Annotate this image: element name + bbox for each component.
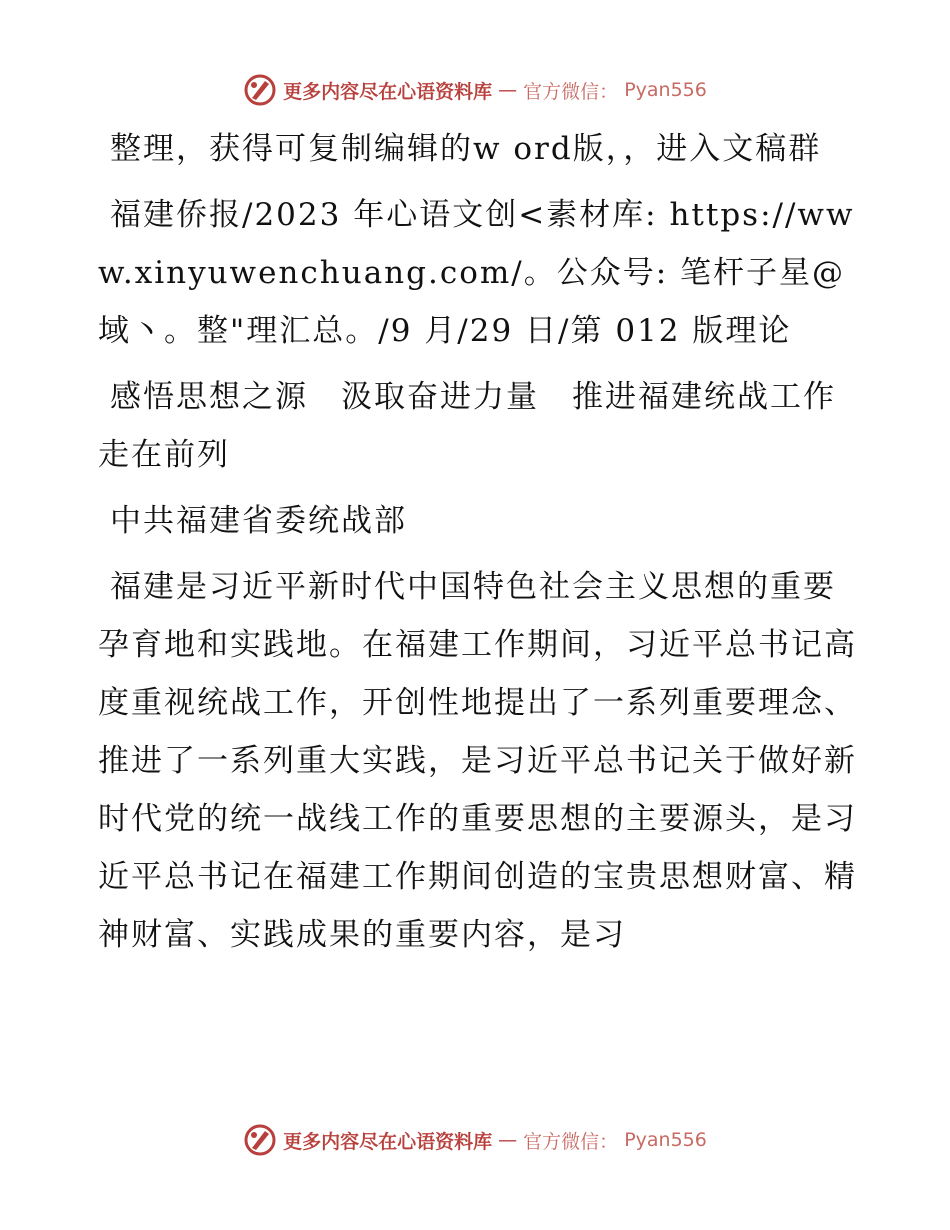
header-watermark [0,70,950,110]
logo-seal-icon [243,1123,277,1157]
paragraph-source: 福建侨报/2023 年心语文创<素材库: https://www.xinyuwenchuang.com/。公众号: 笔杆子星@域丶。整"理汇总。/9 月/29 日/第 012 版理论 [98,197,855,349]
article-author: 中共福建省委统战部 [110,503,407,539]
footer-watermark [0,1120,950,1160]
watermark-wechat-label: 官方微信： [523,1130,619,1153]
watermark-wechat-label: 官方微信： [523,80,619,103]
logo-seal-icon [243,73,277,107]
watermark-wechat-id: Pyan556 [624,79,707,101]
article-title: 感悟思想之源 汲取奋进力量 推进福建统战工作走在前列 [98,379,836,473]
watermark-dash: — [498,1129,518,1151]
watermark-text: 更多内容尽在心语资料库 [283,1130,493,1153]
watermark-wechat-id: Pyan556 [624,1129,707,1151]
paragraph-intro: 整理，获得可复制编辑的w ord版，，进入文稿群 [110,131,822,167]
paragraph-body: 福建是习近平新时代中国特色社会主义思想的重要孕育地和实践地。在福建工作期间，习近平总书记高度重视统战工作，开创性地提出了一系列重要理念、推进了一系列重大实践，是习近平总书记关于做好新时代党的统一战线工作的重要思想的主要源头，是习近平总书记在福建工作期间创造的宝贵思想财富、精神财富、实践成果的重要内容，是习 [98,569,857,953]
watermark-dash: — [498,79,518,101]
document-body [98,120,858,972]
watermark-text: 更多内容尽在心语资料库 [283,80,493,103]
